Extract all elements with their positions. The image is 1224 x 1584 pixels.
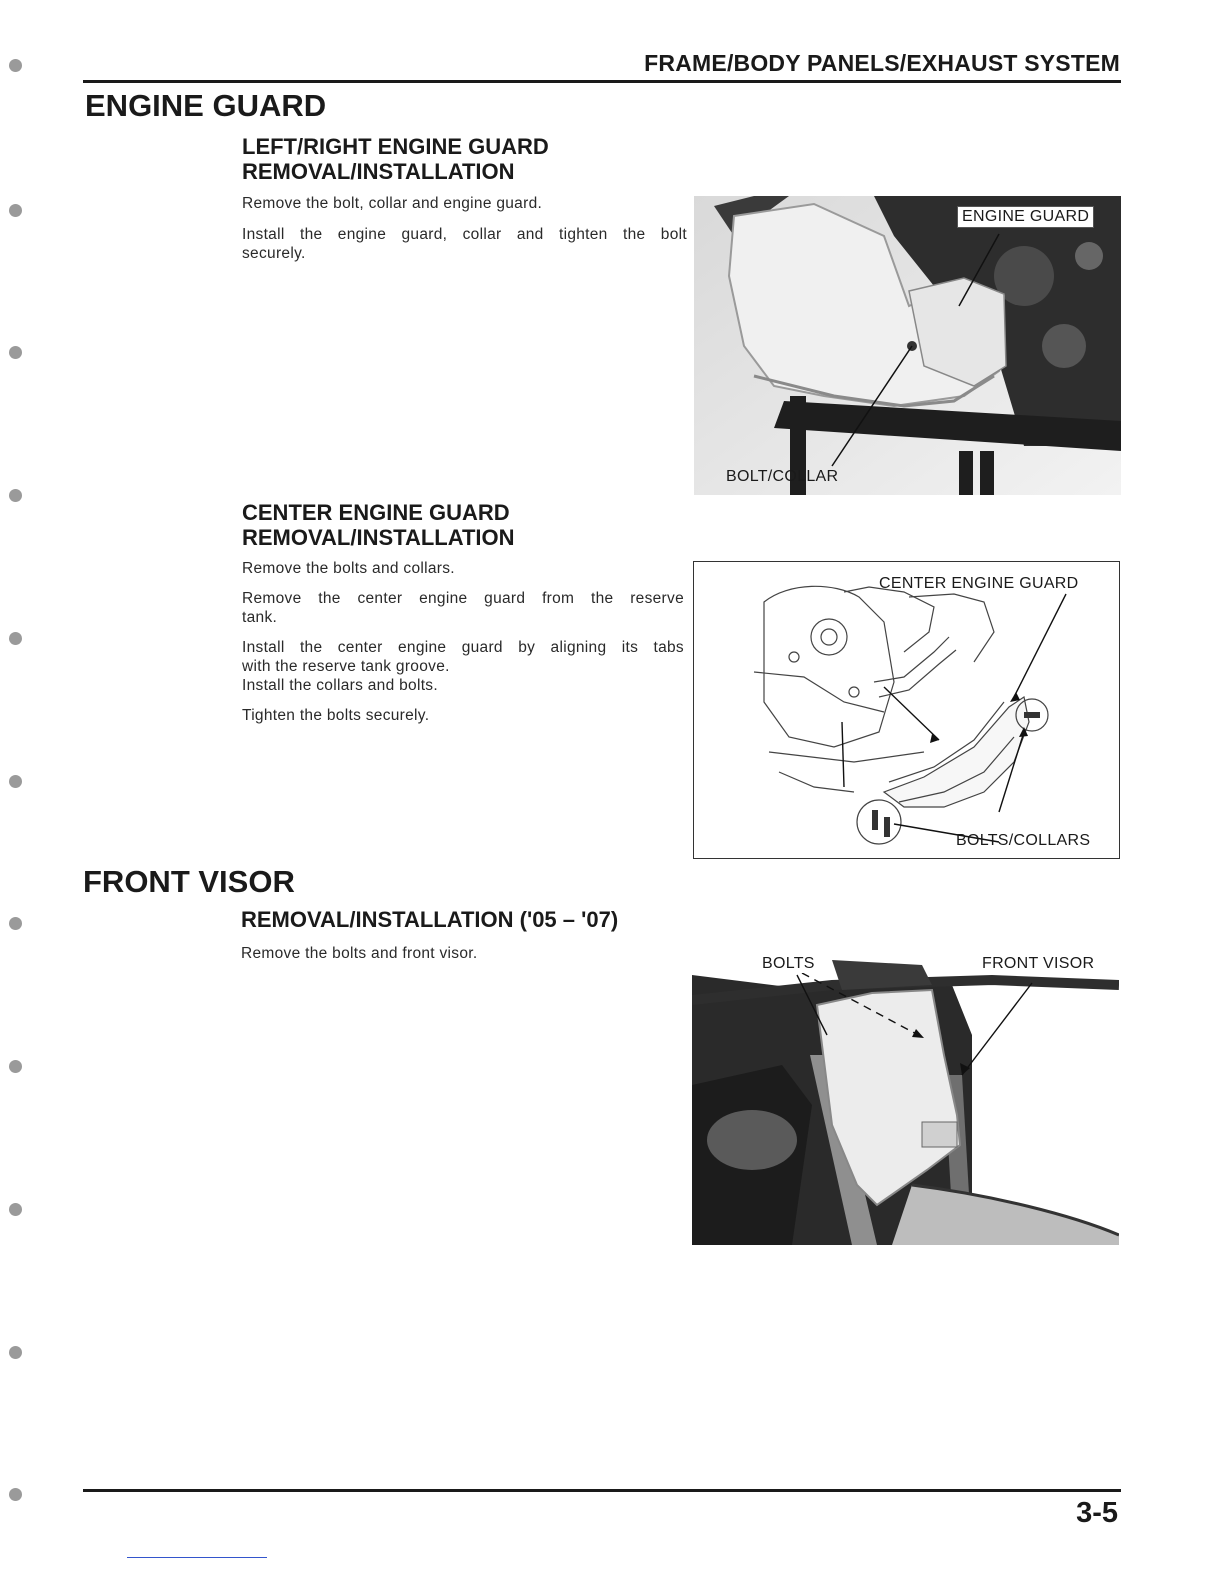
binder-hole <box>9 59 22 72</box>
subsection-title-left-right <box>242 134 549 184</box>
center-engine-guard-diagram <box>693 561 1120 859</box>
bottom-link-underline <box>127 1557 267 1558</box>
step-text-line: Install the engine guard, collar and tighten the bolt <box>242 226 687 243</box>
binder-hole <box>9 346 22 359</box>
engine-guard-photo <box>694 196 1121 495</box>
section-title-engine-guard: ENGINE GUARD <box>85 88 327 123</box>
binder-hole <box>9 1203 22 1216</box>
chapter-header: FRAME/BODY PANELS/EXHAUST SYSTEM <box>644 50 1120 76</box>
footer-rule <box>83 1489 1121 1492</box>
step-text-line: Install the center engine guard by aligning its tabs <box>242 639 684 656</box>
front-visor-photo-image <box>692 945 1119 1245</box>
front-visor-photo <box>692 945 1119 1245</box>
binder-hole <box>9 1060 22 1073</box>
binder-hole <box>9 632 22 645</box>
photo-label-bolts: BOLTS <box>762 955 815 972</box>
header-rule <box>83 80 1121 83</box>
binder-hole <box>9 489 22 502</box>
engine-guard-photo-image <box>694 196 1121 495</box>
step-text <box>242 589 684 627</box>
step-text: Tighten the bolts securely. <box>242 707 430 724</box>
binder-hole <box>9 1488 22 1501</box>
step-text-line: Remove the center engine guard from the reserve <box>242 590 684 607</box>
binder-hole <box>9 775 22 788</box>
subsection-title-line: LEFT/RIGHT ENGINE GUARD <box>242 134 549 159</box>
step-text: Remove the bolts and collars. <box>242 560 455 577</box>
binder-hole <box>9 204 22 217</box>
diagram-label-center-engine-guard: CENTER ENGINE GUARD <box>879 575 1079 592</box>
subsection-title-line: CENTER ENGINE GUARD <box>242 500 510 525</box>
step-text-line: with the reserve tank groove. <box>242 658 450 675</box>
left-right-steps <box>242 194 687 263</box>
photo-label-front-visor: FRONT VISOR <box>982 955 1095 972</box>
binder-hole <box>9 917 22 930</box>
step-text <box>242 638 684 695</box>
step-text-line: Install the collars and bolts. <box>242 677 438 694</box>
subsection-title-line: REMOVAL/INSTALLATION <box>242 525 515 550</box>
diagram-label-bolts-collars: BOLTS/COLLARS <box>956 832 1091 849</box>
page-number: 3-5 <box>1076 1497 1118 1529</box>
step-text <box>242 225 687 263</box>
step-text-line: tank. <box>242 609 278 626</box>
subsection-title-front-visor: REMOVAL/INSTALLATION ('05 – '07) <box>241 907 619 932</box>
subsection-title-line: REMOVAL/INSTALLATION <box>242 159 515 184</box>
front-visor-step: Remove the bolts and front visor. <box>241 945 478 962</box>
center-steps <box>242 559 684 725</box>
binder-hole <box>9 1346 22 1359</box>
photo-label-engine-guard: ENGINE GUARD <box>957 206 1094 228</box>
section-title-front-visor: FRONT VISOR <box>83 864 295 899</box>
step-text: Remove the bolt, collar and engine guard. <box>242 195 543 212</box>
subsection-title-center <box>242 500 515 550</box>
photo-label-bolt-collar: BOLT/COLLAR <box>726 468 839 485</box>
center-engine-guard-diagram-image <box>694 562 1119 858</box>
step-text-line: securely. <box>242 245 306 262</box>
